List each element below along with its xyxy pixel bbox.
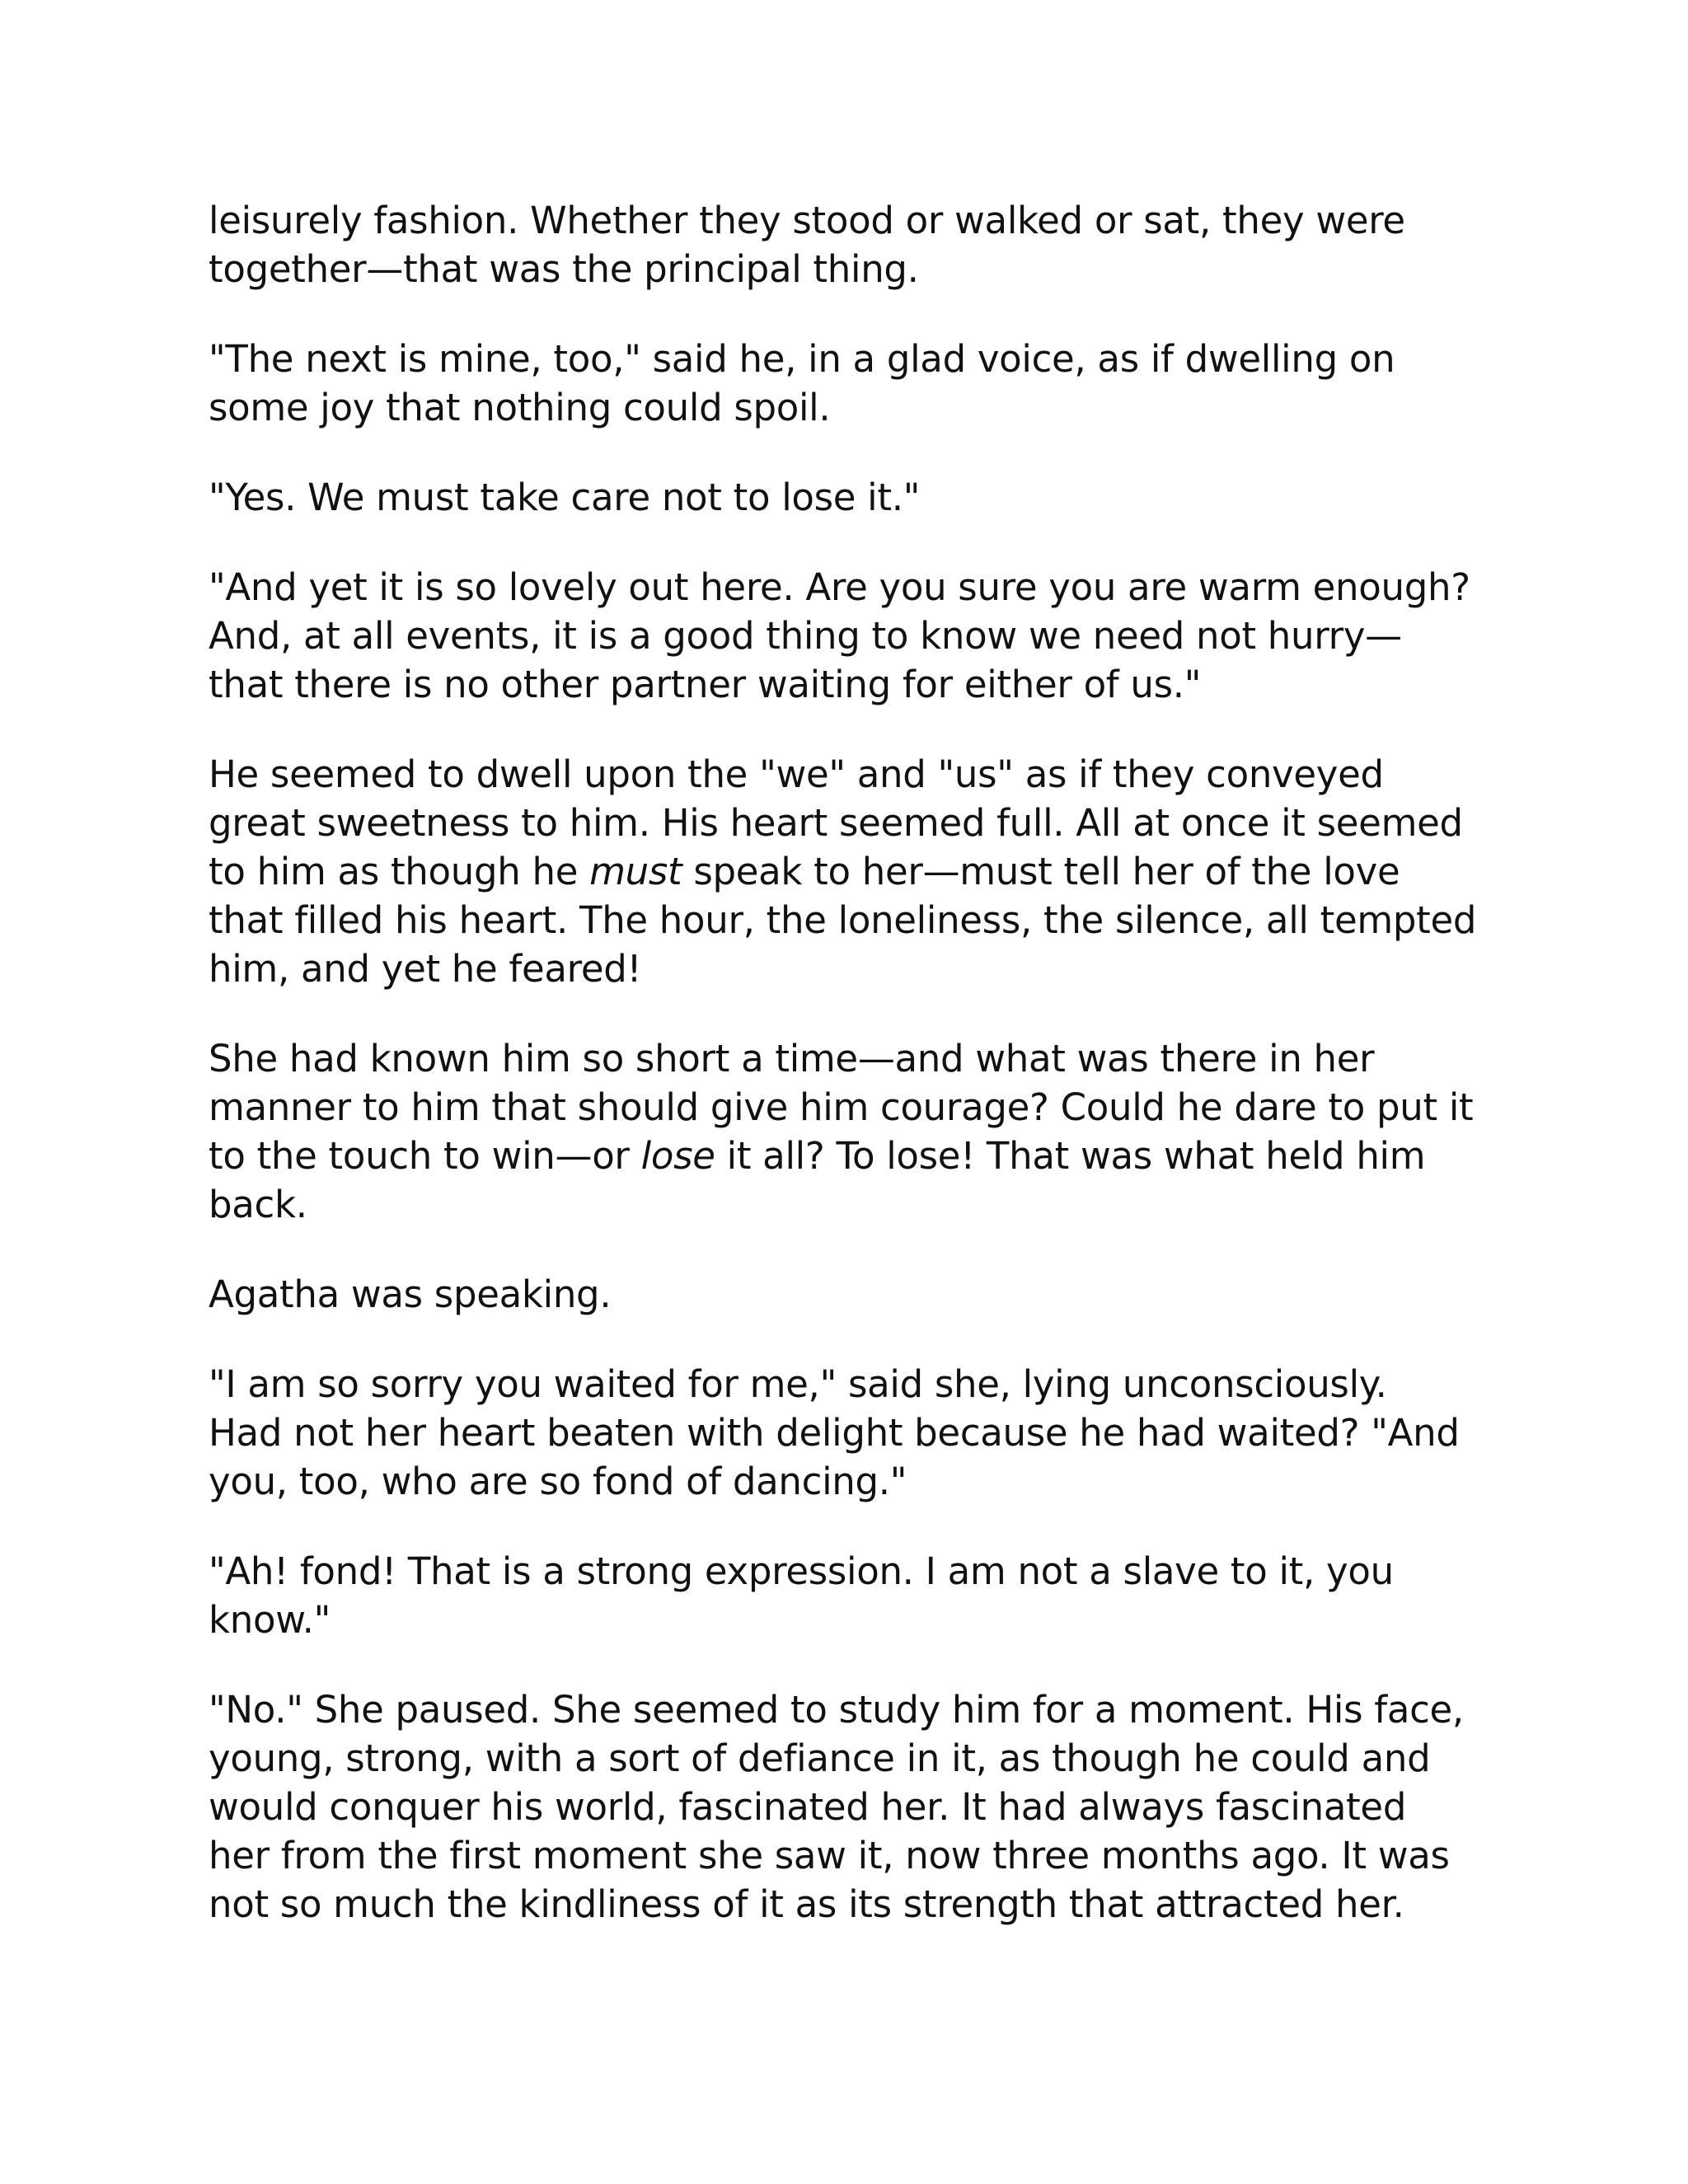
text-line: "No." She paused. She seemed to study him for a moment. His face, bbox=[209, 1688, 1464, 1732]
body-text bbox=[209, 196, 1478, 1929]
paragraph bbox=[209, 1360, 1478, 1506]
text-line: She had known him so short a time—and what was there in her bbox=[209, 1037, 1375, 1080]
text-line: "Ah! fond! That is a strong expression. I am not a slave to it, you bbox=[209, 1549, 1394, 1593]
paragraph bbox=[209, 563, 1478, 709]
emphasis-text: must bbox=[589, 850, 682, 893]
paragraph bbox=[209, 473, 1478, 522]
paragraph bbox=[209, 1034, 1478, 1229]
text-run: it all? To lose! That was what held him bbox=[715, 1134, 1426, 1178]
text-line: some joy that nothing could spoil. bbox=[209, 386, 831, 429]
text-line: leisurely fashion. Whether they stood or walked or sat, they were bbox=[209, 199, 1405, 242]
text-line: her from the first moment she saw it, now three months ago. It was bbox=[209, 1834, 1450, 1877]
paragraph bbox=[209, 196, 1478, 293]
text-line: He seemed to dwell upon the "we" and "us" as if they conveyed bbox=[209, 752, 1384, 796]
text-line: "Yes. We must take care not to lose it." bbox=[209, 476, 921, 519]
text-line: him, and yet he feared! bbox=[209, 947, 642, 991]
text-line: Agatha was speaking. bbox=[209, 1272, 612, 1316]
emphasis-text: lose bbox=[640, 1134, 715, 1178]
text-line: not so much the kindliness of it as its strength that attracted her. bbox=[209, 1882, 1404, 1926]
text-line: back. bbox=[209, 1183, 307, 1226]
paragraph bbox=[209, 750, 1478, 993]
text-line: you, too, who are so fond of dancing." bbox=[209, 1460, 907, 1503]
text-line bbox=[209, 1134, 1425, 1178]
text-line: would conquer his world, fascinated her. It had always fascinated bbox=[209, 1785, 1407, 1829]
text-line: "The next is mine, too," said he, in a glad voice, as if dwelling on bbox=[209, 337, 1395, 381]
paragraph bbox=[209, 1270, 1478, 1319]
paragraph bbox=[209, 335, 1478, 432]
paragraph bbox=[209, 1685, 1478, 1929]
text-line: that filled his heart. The hour, the loneliness, the silence, all tempted bbox=[209, 898, 1477, 942]
paragraph bbox=[209, 1547, 1478, 1644]
text-line: that there is no other partner waiting for either of us." bbox=[209, 663, 1202, 706]
text-run: speak to her—must tell her of the love bbox=[682, 850, 1400, 893]
text-line: "And yet it is so lovely out here. Are you sure you are warm enough? bbox=[209, 565, 1470, 609]
text-line: "I am so sorry you waited for me," said she, lying unconsciously. bbox=[209, 1362, 1387, 1406]
text-line: know." bbox=[209, 1598, 331, 1642]
text-run: to the touch to win—or bbox=[209, 1134, 641, 1178]
text-line bbox=[209, 850, 1400, 893]
text-line: manner to him that should give him courage? Could he dare to put it bbox=[209, 1085, 1474, 1129]
text-run: to him as though he bbox=[209, 850, 590, 893]
text-line: Had not her heart beaten with delight because he had waited? "And bbox=[209, 1411, 1460, 1455]
text-line: great sweetness to him. His heart seemed full. All at once it seemed bbox=[209, 801, 1463, 845]
text-line: young, strong, with a sort of defiance in it, as though he could and bbox=[209, 1736, 1431, 1780]
text-line: And, at all events, it is a good thing to know we need not hurry— bbox=[209, 614, 1402, 658]
text-line: together—that was the principal thing. bbox=[209, 247, 919, 291]
